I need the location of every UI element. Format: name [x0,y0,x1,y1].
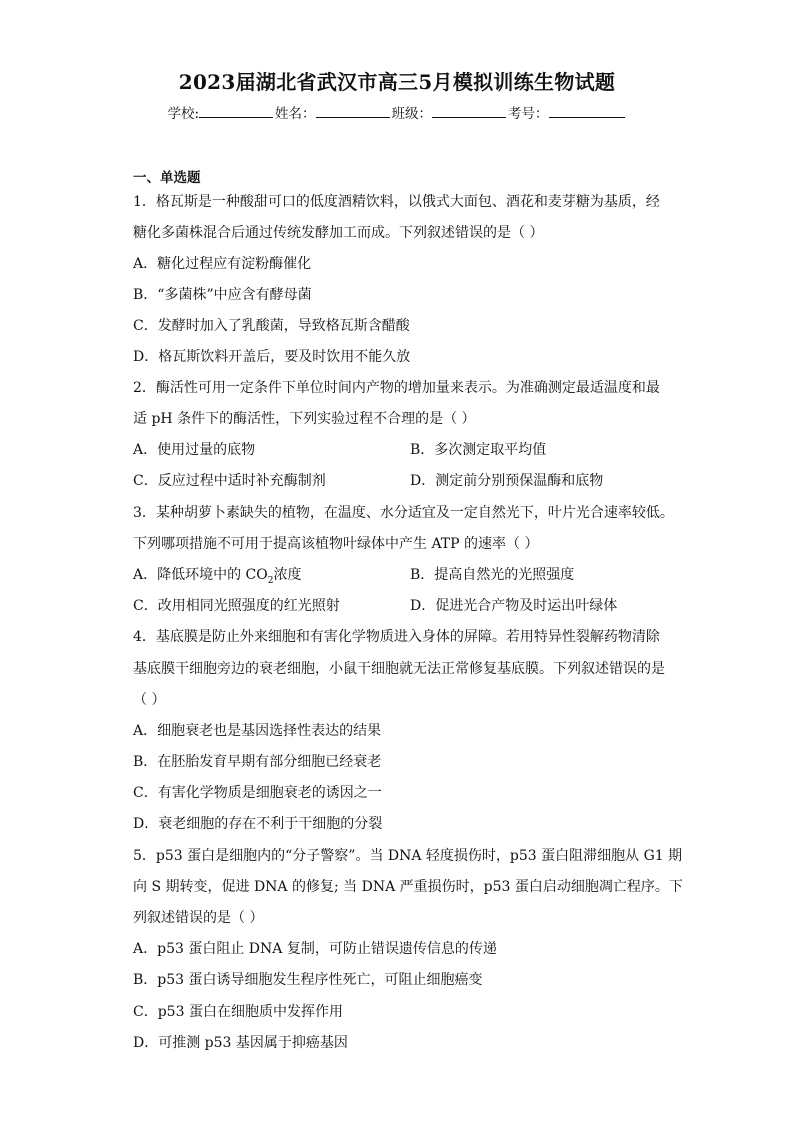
q4-option-c: C．有害化学物质是细胞衰老的诱因之一 [133,785,382,801]
q5-stem-line-3: 列叙述错误的是（ ） [133,910,264,926]
exam-no-blank[interactable] [549,105,625,118]
q2-option-b: B．多次测定取平均值 [410,442,547,458]
exam-no-label: 考号： [508,106,549,122]
q3-option-a-tail: 浓度 [273,567,302,583]
q3-option-c: C．改用相同光照强度的红光照射 [133,598,340,614]
q1-stem-line-1: 1．格瓦斯是一种酸甜可口的低度酒精饮料，以俄式大面包、酒花和麦芽糖为基质，经 [133,194,660,210]
page-title: 2023届湖北省武汉市高三5月模拟训练生物试题 [178,70,616,94]
q5-option-d: D．可推测 p53 基因属于抑癌基因 [133,1035,348,1051]
q4-option-d: D．衰老细胞的存在不利于干细胞的分裂 [133,816,383,832]
q5-stem-line-1: 5．p53 蛋白是细胞内的“分子警察”。当 DNA 轻度损伤时，p53 蛋白阻滞细胞从 G1 期 [133,848,683,864]
class-label: 班级： [391,106,433,122]
q4-stem-line-1: 4．基底膜是防止外来细胞和有害化学物质进入身体的屏障。若用特异性裂解药物清除 [133,629,660,645]
q2-stem-line-2: 适 pH 条件下的酶活性，下列实验过程不合理的是（ ） [133,411,476,427]
q5-option-a: A．p53 蛋白阻止 DNA 复制，可防止错误遗传信息的传递 [133,941,497,957]
name-label: 姓名： [275,106,316,122]
q2-option-d: D．测定前分别预保温酶和底物 [410,473,604,489]
section-heading: 一、单选题 [133,170,201,186]
q5-option-c: C．p53 蛋白在细胞质中发挥作用 [133,1004,343,1020]
q3-option-b: B．提高自然光的光照强度 [410,567,575,583]
school-label: 学校: [167,106,200,122]
q2-option-a: A．使用过量的底物 [133,442,256,458]
q3-option-a [133,565,301,591]
q1-option-a: A．糖化过程应有淀粉酶催化 [133,256,312,272]
q3-option-a-text: A．降低环境中的 CO [133,567,268,583]
q3-stem-line-1: 3．某种胡萝卜素缺失的植物，在温度、水分适宜及一定自然光下，叶片光合速率较低。 [133,505,674,521]
q1-stem-line-2: 糖化多菌株混合后通过传统发酵加工而成。下列叙述错误的是（ ） [133,225,544,241]
school-blank[interactable] [199,105,273,118]
q4-stem-line-3: （ ） [133,692,166,708]
class-blank[interactable] [432,105,506,118]
name-blank[interactable] [316,105,390,118]
q4-option-a: A．细胞衰老也是基因选择性表达的结果 [133,723,382,739]
q1-option-c: C．发酵时加入了乳酸菌，导致格瓦斯含醋酸 [133,318,410,334]
student-info-row [0,102,794,122]
q1-option-b: B．“多菌株”中应含有酵母菌 [133,287,312,303]
q3-option-d: D．促进光合产物及时运出叶绿体 [410,598,618,614]
q5-stem-line-2: 向 S 期转变，促进 DNA 的修复; 当 DNA 严重损伤时，p53 蛋白启动细胞凋亡程序。下 [133,879,683,895]
q2-option-c: C．反应过程中适时补充酶制剂 [133,473,326,489]
q1-option-d: D．格瓦斯饮料开盖后，要及时饮用不能久放 [133,349,411,365]
q4-stem-line-2: 基底膜干细胞旁边的衰老细胞，小鼠干细胞就无法正常修复基底膜。下列叙述错误的是 [133,661,665,677]
q5-option-b: B．p53 蛋白诱导细胞发生程序性死亡，可阻止细胞癌变 [133,972,483,988]
q2-stem-line-1: 2．酶活性可用一定条件下单位时间内产物的增加量来表示。为准确测定最适温度和最 [133,380,660,396]
q4-option-b: B．在胚胎发育早期有部分细胞已经衰老 [133,754,382,770]
q3-option-a-subscript: 2 [267,575,274,586]
q3-stem-line-2: 下列哪项措施不可用于提高该植物叶绿体中产生 ATP 的速率（ ） [133,536,539,552]
